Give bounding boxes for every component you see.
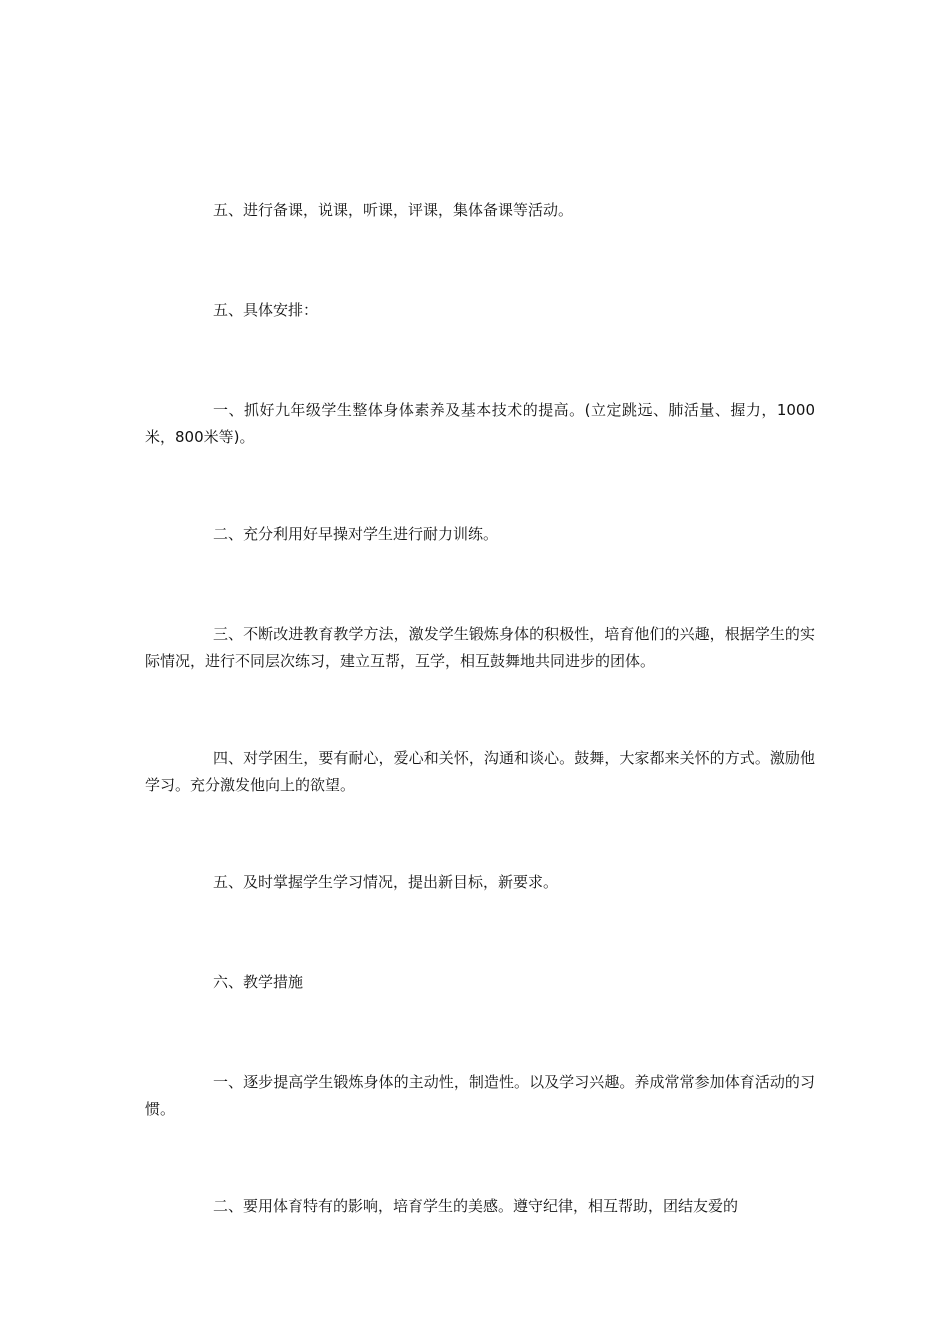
paragraph-prepare-lessons: 五、进行备课，说课，听课，评课，集体备课等活动。 <box>213 201 574 219</box>
paragraph-aesthetic-education: 二、要用体育特有的影响，培育学生的美感。遵守纪律，相互帮助，团结友爱的 <box>213 1197 739 1215</box>
paragraph-fitness-grade-nine: 一、抓好九年级学生整体身体素养及基本技术的提高。(立定跳远、肺活量、握力，1000米，800米等)。 <box>145 401 815 446</box>
paragraph-struggling-students: 四、对学困生，要有耐心，爱心和关怀，沟通和谈心。鼓舞，大家都来关怀的方式。激励他学习。充分激发他向上的欲望。 <box>145 749 815 794</box>
paragraph-track-progress: 五、及时掌握学生学习情况，提出新目标，新要求。 <box>213 873 559 891</box>
heading-specific-arrangements: 五、具体安排： <box>213 301 319 319</box>
paragraph-initiative: 一、逐步提高学生锻炼身体的主动性，制造性。以及学习兴趣。养成常常参加体育活动的习惯。 <box>145 1073 815 1118</box>
heading-teaching-measures: 六、教学措施 <box>213 973 304 991</box>
paragraph-improve-methods: 三、不断改进教育教学方法，激发学生锻炼身体的积极性，培育他们的兴趣，根据学生的实际情况，进行不同层次练习，建立互帮，互学，相互鼓舞地共同进步的团体。 <box>145 625 815 670</box>
paragraph-morning-exercise: 二、充分利用好早操对学生进行耐力训练。 <box>213 525 499 543</box>
